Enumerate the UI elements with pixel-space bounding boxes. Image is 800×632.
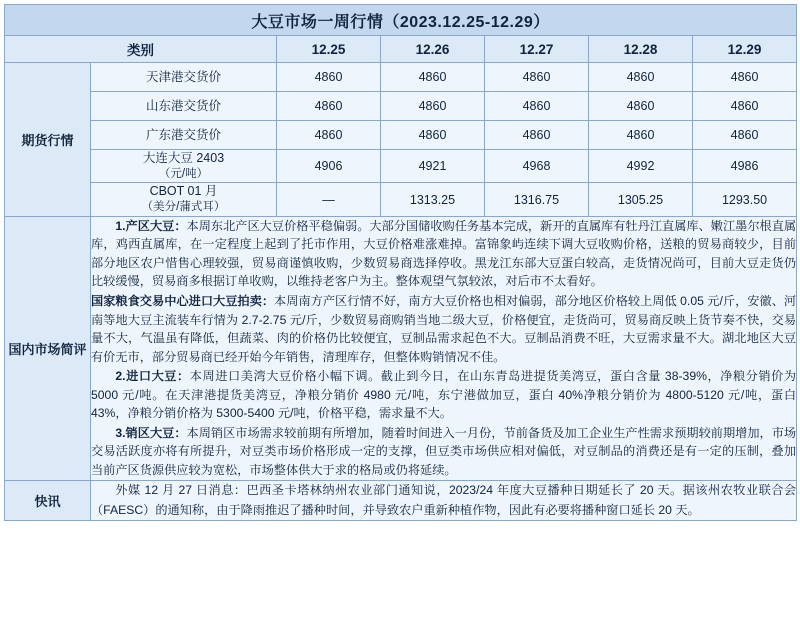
market-review-row	[5, 216, 797, 481]
cell-dalian-1228: 4992	[589, 150, 693, 183]
news-row	[5, 481, 797, 521]
cell-dalian-1226: 4921	[381, 150, 485, 183]
page-title: 大豆市场一周行情（2023.12.25-12.29）	[5, 5, 797, 36]
date-header-3: 12.27	[485, 36, 589, 63]
cell-guangdong-1227: 4860	[485, 121, 589, 150]
review-text-2: 本周南方产区行情不好，南方大豆价格也相对偏弱，部分地区价格较上周低 0.05 元/斤，安徽、河南等地大豆主流装车行情为 2.7-2.75 元/斤，少数贸易商购销当地二级大豆，价格便宜，走货尚可，贸易商反映上货节奏不快，交易量不大，气温虽有降低，但蔬菜、肉的价格仍比较便宜，豆制品需求起色不大。豆制品消费不旺，大豆需求量不大。湖北地区大豆有价无市，部分贸易商已经开始今年销售，清理库存，但整体购销情况不佳。	[91, 293, 797, 364]
section-label-futures: 期货行情	[5, 63, 91, 217]
row-label-tianjin: 天津港交货价	[91, 63, 277, 92]
review-lead-1: 1.产区大豆：	[115, 218, 187, 233]
row-label-cbot	[91, 183, 277, 216]
cell-cbot-1225: —	[277, 183, 381, 216]
row-label-shandong: 山东港交货价	[91, 92, 277, 121]
review-paragraph-1	[91, 217, 796, 291]
title-row	[5, 5, 797, 36]
review-paragraph-2	[91, 292, 796, 366]
cell-shandong-1227: 4860	[485, 92, 589, 121]
report-table	[4, 4, 797, 521]
cell-guangdong-1226: 4860	[381, 121, 485, 150]
row-label-cbot-main: CBOT 01 月	[149, 184, 218, 199]
table-row	[5, 63, 797, 92]
cell-shandong-1226: 4860	[381, 92, 485, 121]
header-row	[5, 36, 797, 63]
section-label-news: 快讯	[5, 481, 91, 521]
date-header-4: 12.28	[589, 36, 693, 63]
review-text-1: 本周东北产区大豆价格平稳偏弱。大部分国储收购任务基本完成，新开的直属库有牡丹江直属库、嫩江墨尔根直属库，鸡西直属库，在一定程度上起到了托市作用，大豆价格难涨难掉。富锦象屿连续下调大豆收购价格，送粮的贸易商较少，目前部分地区农户惜售心理较强，贸易商谨慎收购，少数贸易商选择停收。黑龙江东部大豆蛋白较高，走货情况尚可，目前大豆走货仍比较缓慢，贸易商多根据订单收购，以维持老客户为主。整体观望气氛较浓，对后市不太看好。	[91, 218, 797, 289]
cell-guangdong-1229: 4860	[693, 121, 797, 150]
cell-dalian-1225: 4906	[277, 150, 381, 183]
date-header-1: 12.25	[277, 36, 381, 63]
cell-tianjin-1227: 4860	[485, 63, 589, 92]
date-header-2: 12.26	[381, 36, 485, 63]
row-label-dalian	[91, 150, 277, 183]
cell-dalian-1227: 4968	[485, 150, 589, 183]
review-paragraph-4	[91, 424, 796, 480]
review-lead-3: 2.进口大豆：	[115, 369, 190, 384]
review-lead-4: 3.销区大豆：	[115, 425, 187, 440]
table-row	[5, 92, 797, 121]
cell-cbot-1227: 1316.75	[485, 183, 589, 216]
cell-cbot-1229: 1293.50	[693, 183, 797, 216]
table-row	[5, 121, 797, 150]
date-header-5: 12.29	[693, 36, 797, 63]
cell-shandong-1228: 4860	[589, 92, 693, 121]
cell-tianjin-1228: 4860	[589, 63, 693, 92]
table-row	[5, 150, 797, 183]
review-paragraph-3	[91, 367, 796, 423]
review-lead-2: 国家粮食交易中心进口大豆拍卖：	[91, 293, 275, 308]
review-text-3: 本周进口美湾大豆价格小幅下调。截止到今日，在山东青岛进提货美湾豆，蛋白含量 38-39%，净粮分销价为 5000 元/吨。在天津港提货美湾豆，净粮分销价 4980 元/吨，东宁港做加豆，蛋白 40%净粮分销价为 4800-5120 元/吨，蛋白 43%，净粮分销价格为 5300-5400 元/吨，价格平稳，需求量不大。	[91, 369, 797, 421]
cell-tianjin-1226: 4860	[381, 63, 485, 92]
cell-shandong-1229: 4860	[693, 92, 797, 121]
market-review-body	[91, 216, 797, 481]
category-header: 类别	[5, 36, 277, 63]
cell-cbot-1226: 1313.25	[381, 183, 485, 216]
cell-guangdong-1228: 4860	[589, 121, 693, 150]
cell-cbot-1228: 1305.25	[589, 183, 693, 216]
cell-tianjin-1225: 4860	[277, 63, 381, 92]
table-row	[5, 183, 797, 216]
review-text-4: 本周销区市场需求较前期有所增加，随着时间进入一月份，节前备货及加工企业生产性需求预期较前期增加，市场交易活跃度亦将有所提升，对豆类市场价格形成一定的支撑，但豆类市场供应相对偏低，对豆制品的消费还是有一定的压制，叠加当前产区货源供应较为宽松，市场整体供大于求的格局或仍将延续。	[91, 425, 797, 477]
cell-tianjin-1229: 4860	[693, 63, 797, 92]
row-label-guangdong: 广东港交货价	[91, 121, 277, 150]
section-label-market-review: 国内市场简评	[5, 216, 91, 481]
news-body: 外媒 12 月 27 日消息：巴西圣卡塔林纳州农业部门通知说，2023/24 年度大豆播种日期延长了 20 天。据该州农牧业联合会（FAESC）的通知称，由于降雨推迟了播种时间，并导致农户重新种植作物，因此有必要将播种窗口延长 20 天。	[91, 481, 797, 521]
cell-shandong-1225: 4860	[277, 92, 381, 121]
row-label-dalian-main: 大连大豆 2403	[142, 151, 225, 165]
row-label-dalian-unit: （元/吨）	[158, 167, 209, 180]
cell-dalian-1229: 4986	[693, 150, 797, 183]
cell-guangdong-1225: 4860	[277, 121, 381, 150]
row-label-cbot-unit: （美分/蒲式耳）	[141, 201, 226, 214]
